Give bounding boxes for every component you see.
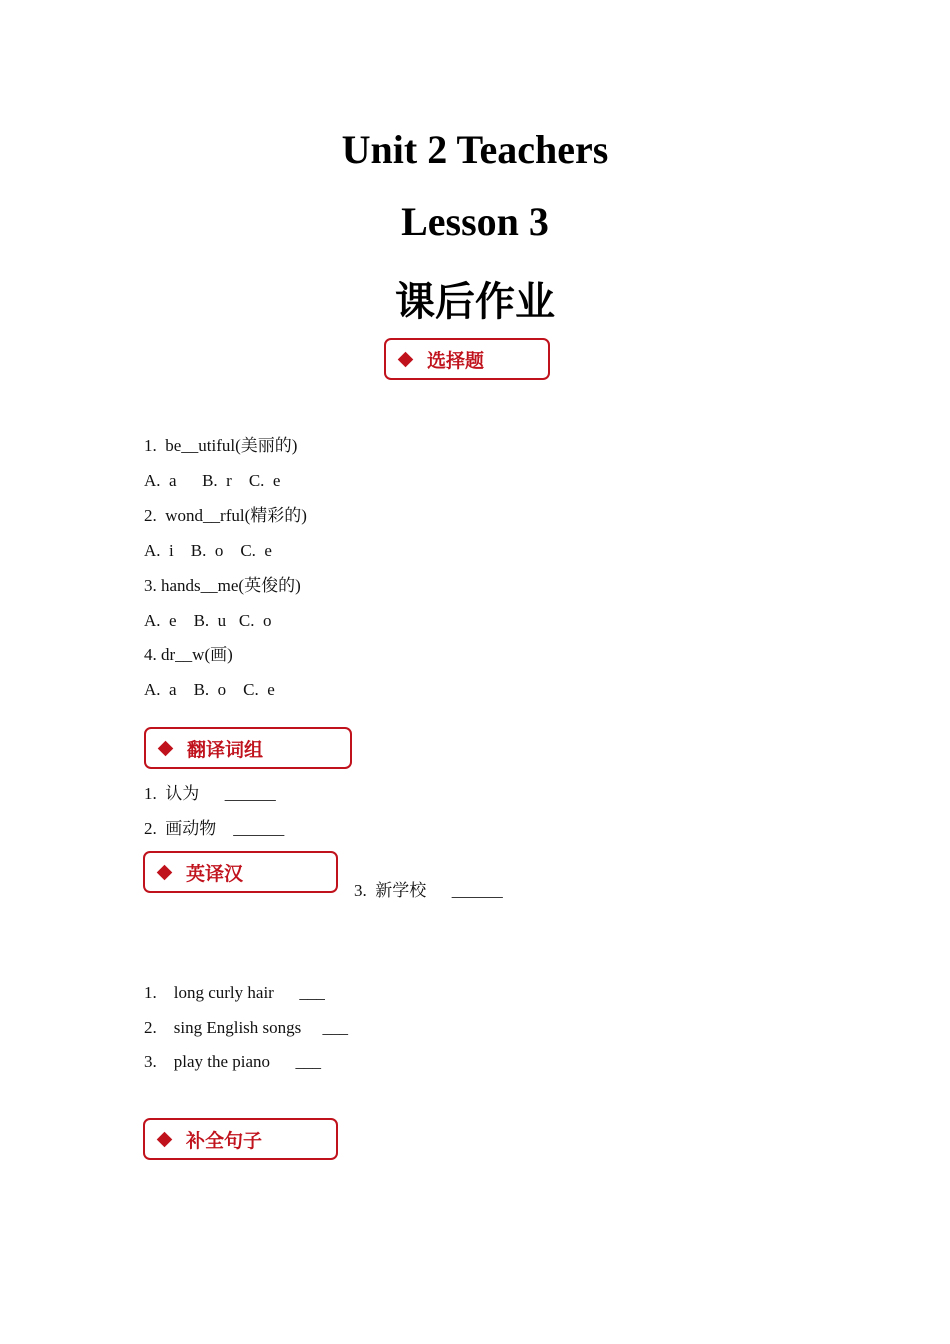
- section-header-phrases: [144, 727, 352, 769]
- en-item-3: 3. play the piano ___: [144, 1052, 322, 1071]
- section-label: 英译汉: [186, 862, 244, 885]
- phrase-item-3: 3. 新学校 ______: [354, 881, 503, 900]
- question-1: 1. be__utiful(美丽的): [144, 436, 298, 455]
- section-label: 补全句子: [186, 1129, 263, 1152]
- options-2: A. i B. o C. e: [144, 541, 272, 560]
- section-label: 翻译词组: [187, 738, 264, 761]
- section-header-choice: [384, 338, 550, 380]
- lesson-title: Lesson 3: [401, 199, 549, 244]
- options-3: A. e B. u C. o: [144, 611, 272, 630]
- en-item-1: 1. long curly hair ___: [144, 983, 325, 1002]
- homework-title: 课后作业: [395, 279, 555, 325]
- section-label: 选择题: [427, 349, 485, 372]
- section-header-en-to-cn: [143, 851, 338, 893]
- options-4: A. a B. o C. e: [144, 680, 275, 699]
- options-1: A. a B. r C. e: [144, 471, 281, 490]
- question-3: 3. hands__me(英俊的): [144, 576, 301, 595]
- phrase-item-2: 2. 画动物 ______: [144, 819, 285, 838]
- diamond-icon: [158, 740, 174, 756]
- diamond-icon: [157, 864, 173, 880]
- en-item-2: 2. sing English songs ___: [144, 1018, 349, 1037]
- unit-title: Unit 2 Teachers: [341, 127, 609, 172]
- section-header-complete: [143, 1118, 338, 1160]
- phrase-item-1: 1. 认为 ______: [144, 784, 276, 803]
- question-4: 4. dr__w(画): [144, 645, 233, 664]
- diamond-icon: [398, 351, 414, 367]
- question-2: 2. wond__rful(精彩的): [144, 506, 307, 525]
- diamond-icon: [157, 1131, 173, 1147]
